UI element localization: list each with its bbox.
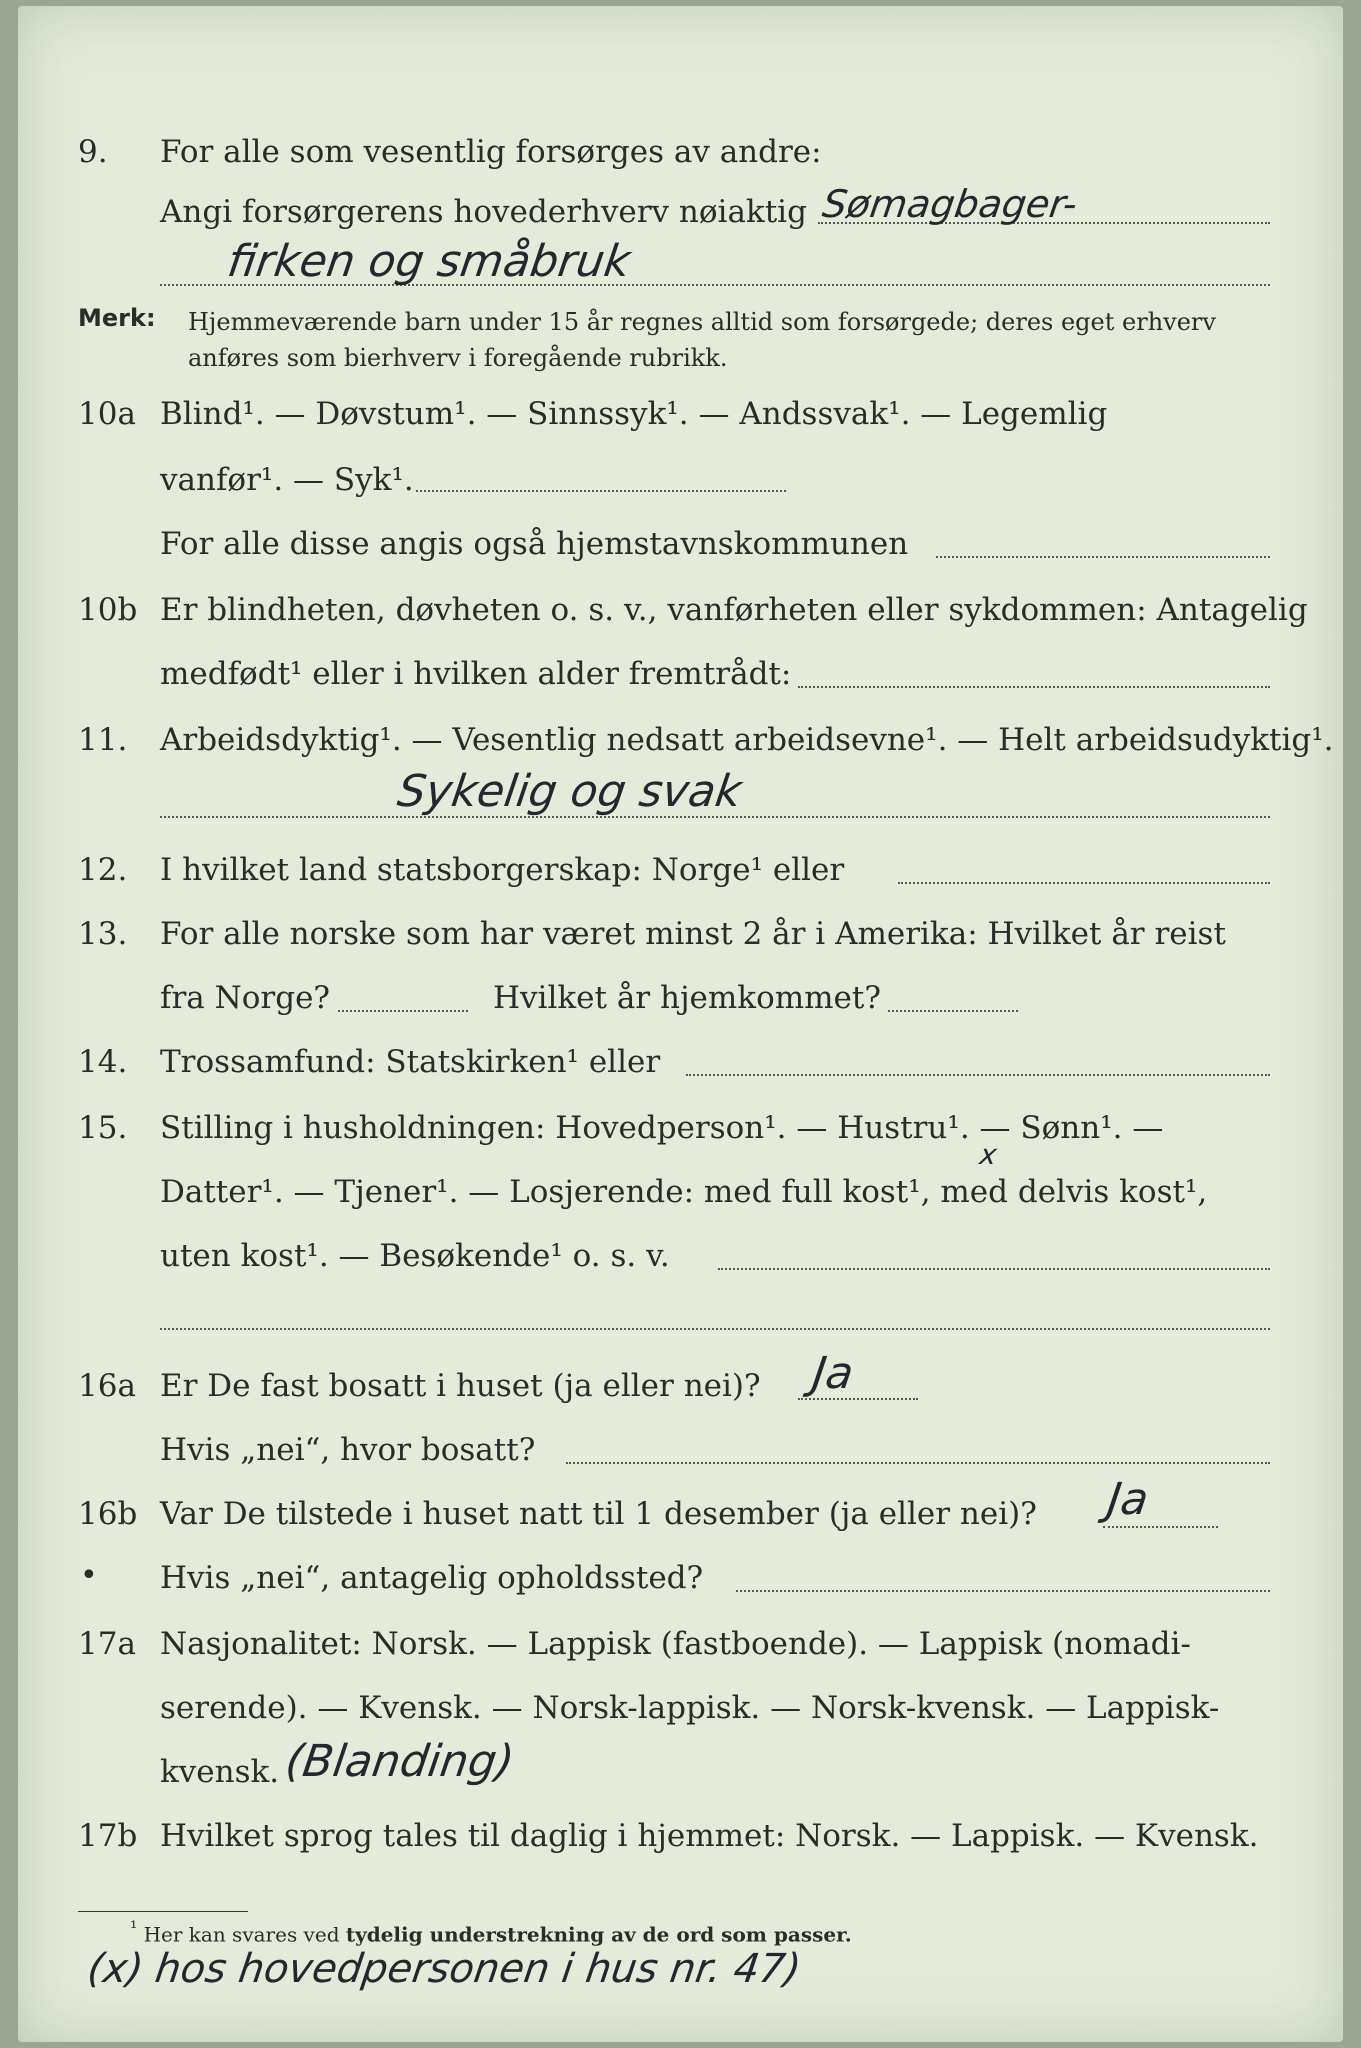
q10b-number: 10b bbox=[78, 592, 138, 628]
q13-text-2b: Hvilket år hjemkommet? bbox=[493, 980, 881, 1016]
q10a-text-3: For alle disse angis også hjemstavnskommunen bbox=[160, 526, 909, 562]
q12-answer-line bbox=[898, 882, 1270, 884]
q16b-handwritten-answer: Ja bbox=[1104, 1474, 1152, 1525]
q17b-text: Hvilket sprog tales til daglig i hjemmet: Norsk. — Lappisk. — Kvensk. bbox=[160, 1818, 1259, 1854]
q9-handwritten-answer-1: Sømagbager- bbox=[819, 182, 1081, 226]
q10a-text-1: Blind¹. — Døvstum¹. — Sinnssyk¹. — Andssvak¹. — Legemlig bbox=[160, 396, 1108, 432]
footnote-text-bold: tydelig understrekning av de ord som passer. bbox=[345, 1922, 852, 1947]
q16a-text-1: Er De fast bosatt i huset (ja eller nei)? bbox=[160, 1368, 761, 1404]
q16a-handwritten-answer: Ja bbox=[809, 1348, 857, 1399]
q10b-text-2: medfødt¹ eller i hvilken alder fremtrådt: bbox=[160, 656, 792, 692]
q17a-text-1: Nasjonalitet: Norsk. — Lappisk (fastboende). — Lappisk (nomadi- bbox=[160, 1626, 1191, 1662]
census-form-page bbox=[18, 6, 1343, 2042]
q16b-text-1: Var De tilstede i huset natt til 1 desember (ja eller nei)? bbox=[160, 1496, 1037, 1532]
q14-text: Trossamfund: Statskirken¹ eller bbox=[160, 1044, 661, 1080]
q12-text: I hvilket land statsborgerskap: Norge¹ eller bbox=[160, 852, 845, 888]
q10a-text-2: vanfør¹. — Syk¹. bbox=[160, 462, 414, 498]
q10a-answer-line-2 bbox=[936, 556, 1270, 558]
q10b-answer-line bbox=[798, 686, 1270, 688]
q16b-answer-line bbox=[1103, 1526, 1218, 1528]
footnote-text-plain: Her kan svares ved bbox=[143, 1922, 340, 1947]
q15-answer-line-1 bbox=[718, 1268, 1270, 1270]
footnote-marker: ¹ bbox=[130, 1918, 138, 1939]
q17a-text-2: serende). — Kvensk. — Norsk-lappisk. — Norsk-kvensk. — Lappisk- bbox=[160, 1690, 1220, 1726]
q9-number: 9. bbox=[78, 134, 108, 170]
q17a-number: 17a bbox=[78, 1626, 136, 1662]
q15-answer-line-2 bbox=[160, 1328, 1270, 1330]
q17a-text-3: kvensk. bbox=[160, 1754, 280, 1790]
q13-year-left-line bbox=[338, 1010, 468, 1012]
q12-number: 12. bbox=[78, 852, 128, 888]
q16b-text-2: Hvis „nei“, antagelig opholdssted? bbox=[160, 1560, 704, 1596]
q15-handwritten-mark: x bbox=[977, 1138, 999, 1171]
q15-text-3: uten kost¹. — Besøkende¹ o. s. v. bbox=[160, 1238, 670, 1274]
q16a-text-2: Hvis „nei“, hvor bosatt? bbox=[160, 1432, 536, 1468]
q11-handwritten-answer: Sykelig og svak bbox=[394, 766, 745, 817]
q13-year-returned-line bbox=[888, 1010, 1018, 1012]
q10a-number: 10a bbox=[78, 396, 136, 432]
q13-number: 13. bbox=[78, 916, 128, 952]
merk-text: Hjemmeværende barn under 15 år regnes alltid som forsørgede; deres eget erhverv anføres som bierhverv i foregående rubrikk. bbox=[188, 308, 1216, 372]
q9-handwritten-answer-2: firken og småbruk bbox=[224, 236, 634, 287]
q13-text-1: For alle norske som har været minst 2 år i Amerika: Hvilket år reist bbox=[160, 916, 1226, 952]
footnote-rule bbox=[78, 1911, 248, 1912]
footnote-handwritten-note: (x) hos hovedpersonen i hus nr. 47) bbox=[84, 1946, 804, 1992]
footnote bbox=[130, 1918, 852, 1947]
q11-number: 11. bbox=[78, 722, 128, 758]
q10b-text-1: Er blindheten, døvheten o. s. v., vanførheten eller sykdommen: Antagelig bbox=[160, 592, 1308, 628]
q15-number: 15. bbox=[78, 1110, 128, 1146]
q14-answer-line bbox=[686, 1074, 1270, 1076]
q16b-number: 16b bbox=[78, 1496, 138, 1532]
q17a-handwritten-answer: (Blanding) bbox=[282, 1736, 518, 1787]
q16a-number: 16a bbox=[78, 1368, 136, 1404]
merk-label: Merk: bbox=[78, 304, 156, 332]
q13-text-2a: fra Norge? bbox=[160, 980, 331, 1016]
q15-text-2: Datter¹. — Tjener¹. — Losjerende: med full kost¹, med delvis kost¹, bbox=[160, 1174, 1208, 1210]
q16a-where-line bbox=[566, 1462, 1270, 1464]
q9-text-2: Angi forsørgerens hovederhverv nøiaktig bbox=[160, 194, 807, 230]
q9-text-1: For alle som vesentlig forsørges av andre: bbox=[160, 134, 822, 170]
q16b-where-line bbox=[736, 1590, 1270, 1592]
margin-dot: • bbox=[80, 1558, 98, 1593]
q15-text-1: Stilling i husholdningen: Hovedperson¹. — Hustru¹. — Sønn¹. — bbox=[160, 1110, 1164, 1146]
q10a-answer-line-1 bbox=[416, 490, 786, 492]
q11-text-1: Arbeidsdyktig¹. — Vesentlig nedsatt arbeidsevne¹. — Helt arbeidsudyktig¹. bbox=[160, 722, 1334, 758]
q14-number: 14. bbox=[78, 1044, 128, 1080]
q17b-number: 17b bbox=[78, 1818, 138, 1854]
